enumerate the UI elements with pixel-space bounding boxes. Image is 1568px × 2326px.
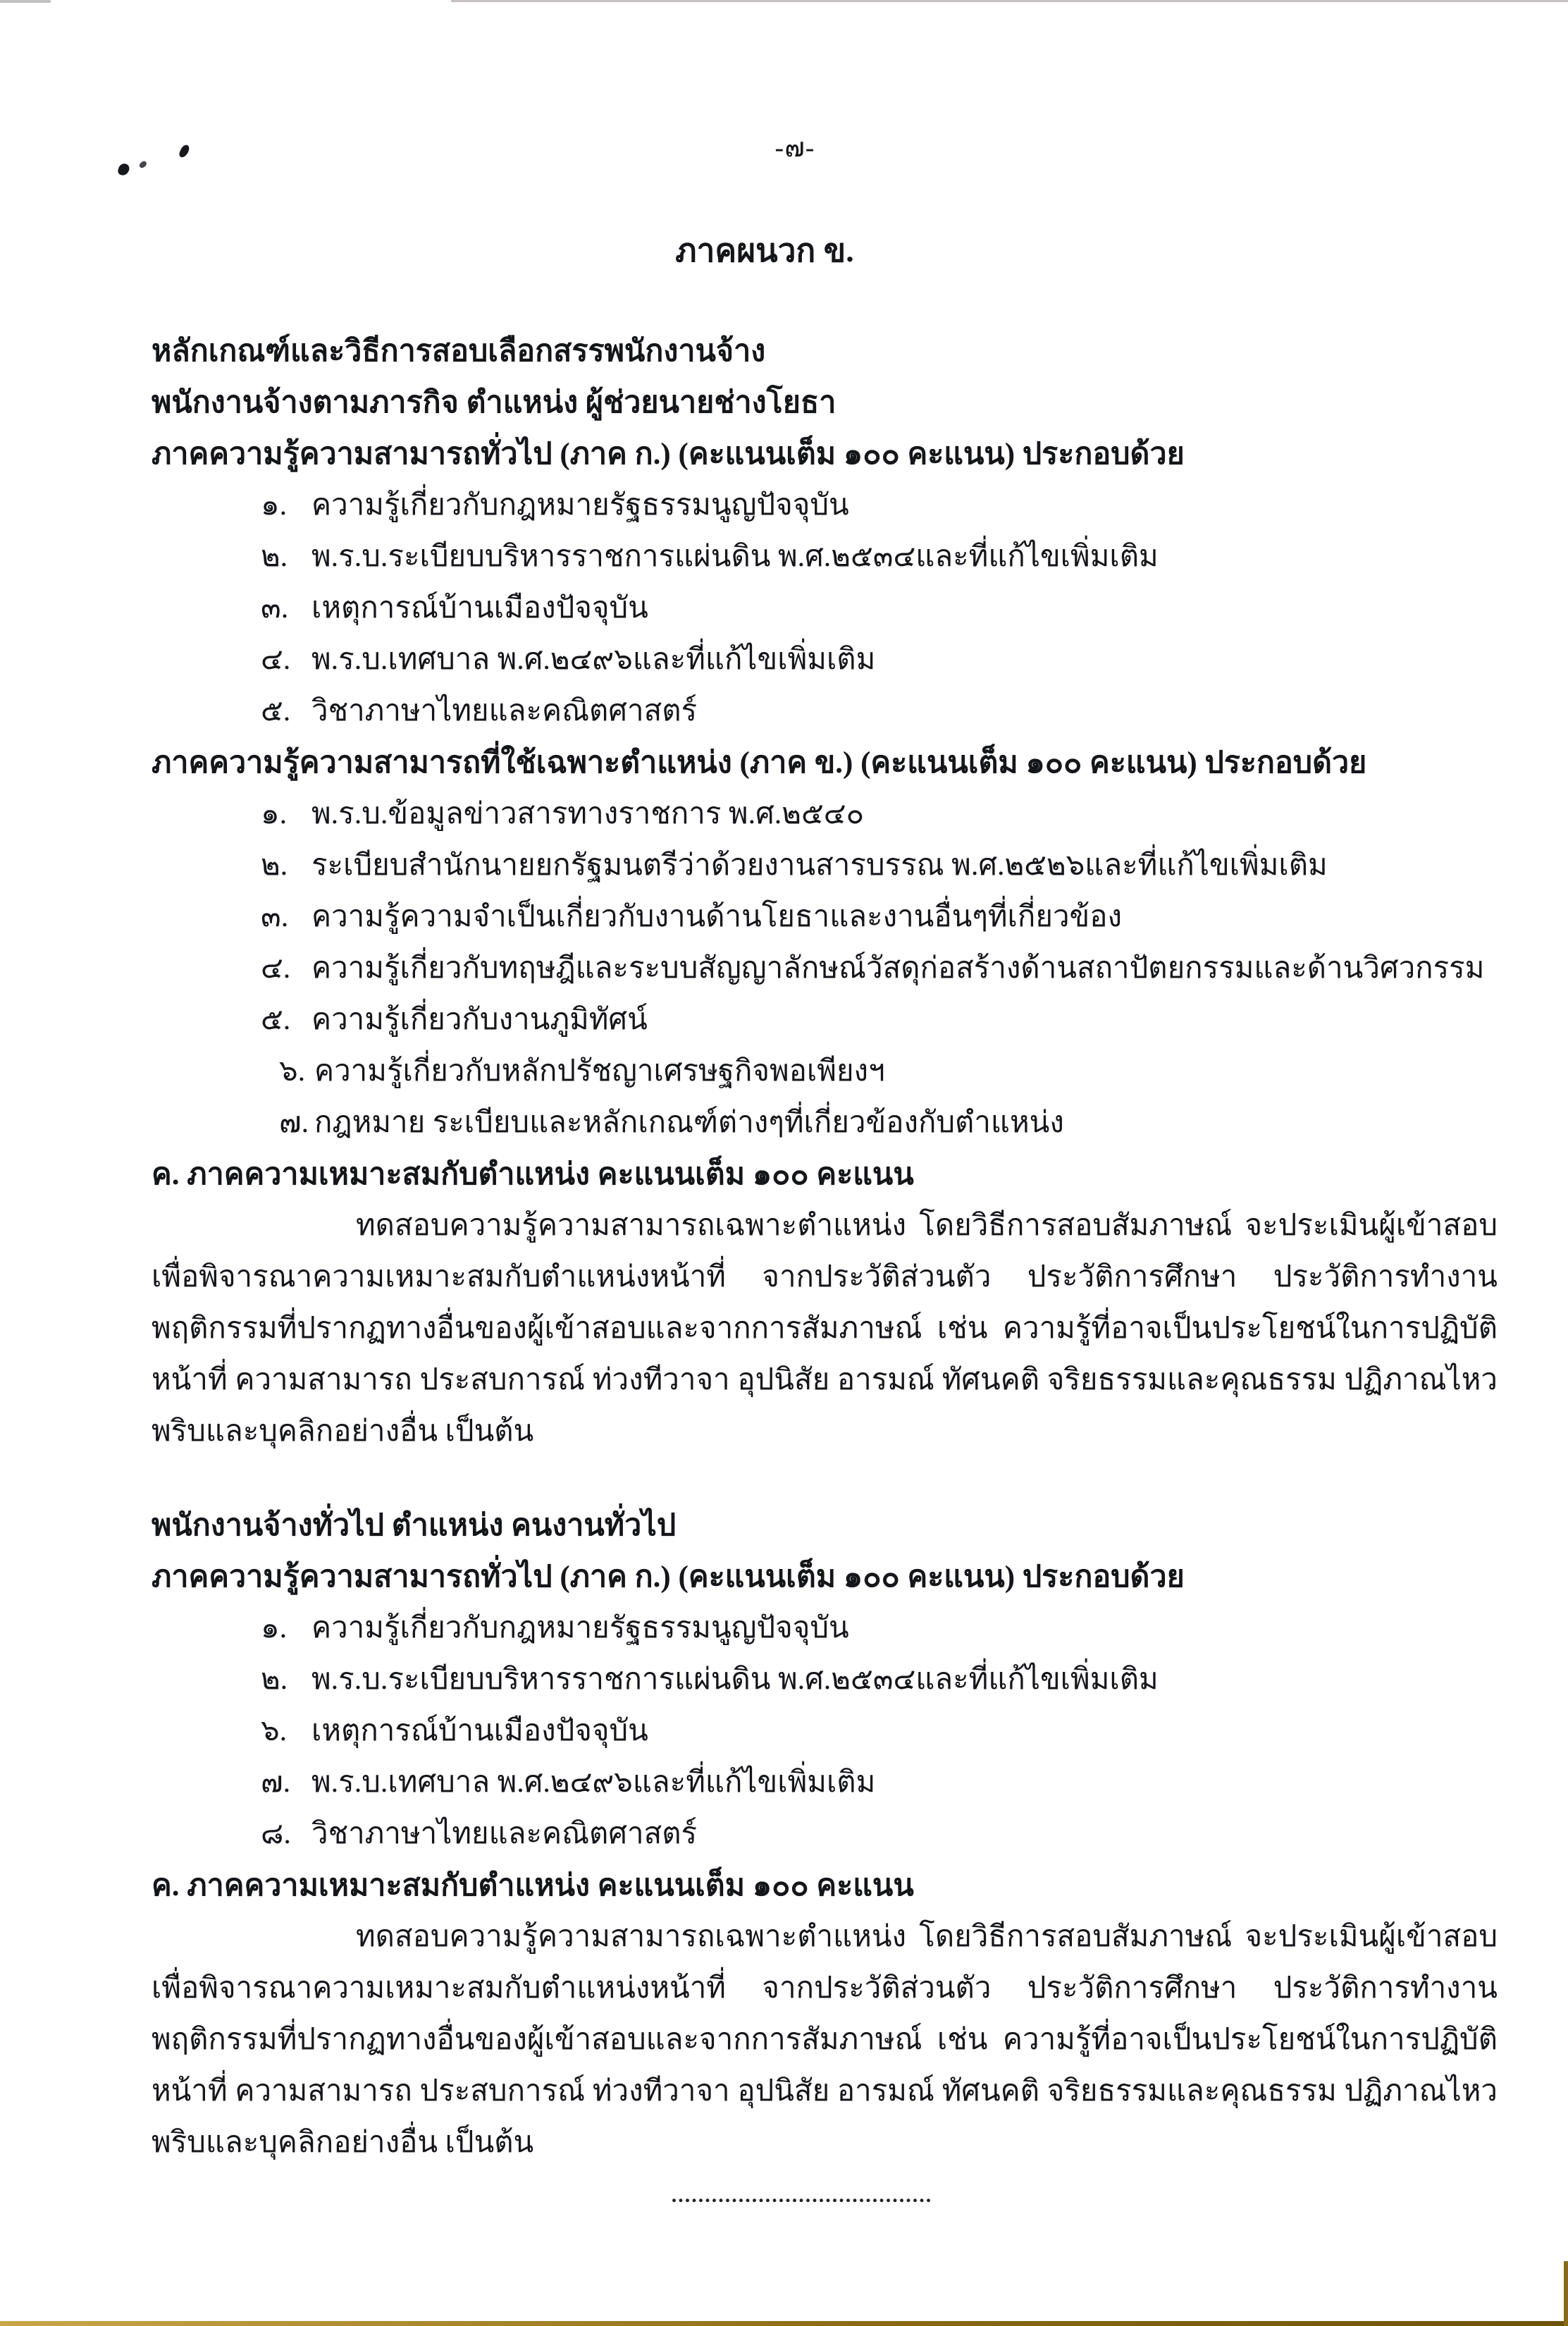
list-item bbox=[261, 583, 1498, 634]
item-number: ๗. bbox=[279, 1107, 309, 1139]
position-heading: พนักงานจ้างตามภารกิจ ตำแหน่ง ผู้ช่วยนายช่างโยธา bbox=[152, 386, 837, 419]
list-item bbox=[261, 1809, 1498, 1860]
item-number: ๑. bbox=[261, 798, 288, 830]
item-number: ๖. bbox=[261, 1715, 288, 1747]
item-text: ความรู้ความจำเป็นเกี่ยวกับงานด้านโยธาและงานอื่นๆที่เกี่ยวข้อง bbox=[311, 901, 1122, 933]
scan-edge-bottom bbox=[0, 2321, 1568, 2326]
item-number: ๑. bbox=[261, 1612, 288, 1644]
list-item bbox=[261, 531, 1498, 583]
list-item bbox=[261, 1097, 1498, 1149]
item-text: พ.ร.บ.เทศบาล พ.ศ.๒๔๙๖และที่แก้ไขเพิ่มเติม bbox=[311, 1766, 876, 1799]
item-number: ๖. bbox=[279, 1055, 306, 1088]
list-item bbox=[261, 840, 1498, 892]
item-number: ๓. bbox=[261, 592, 289, 624]
item-text: ความรู้เกี่ยวกับทฤษฎีและระบบสัญญาลักษณ์วัสดุก่อสร้างด้านสถาปัตยกรรมและด้านวิศวกรรม bbox=[311, 952, 1485, 985]
item-number: ๒. bbox=[261, 849, 288, 882]
item-number: ๔. bbox=[261, 644, 291, 676]
section-c2-heading: ค. ภาคความเหมาะสมกับตำแหน่ง คะแนนเต็ม ๑๐๐ คะแนน bbox=[152, 1869, 914, 1902]
section-a2-list bbox=[152, 1603, 1498, 1860]
item-number: ๕. bbox=[261, 695, 291, 727]
item-text: พ.ร.บ.ระเบียบบริหารราชการแผ่นดิน พ.ศ.๒๕๓๔และที่แก้ไขเพิ่มเติม bbox=[311, 1663, 1159, 1696]
item-text: วิชาภาษาไทยและคณิตศาสตร์ bbox=[311, 1818, 698, 1850]
item-text: วิชาภาษาไทยและคณิตศาสตร์ bbox=[311, 695, 698, 727]
list-item bbox=[261, 943, 1498, 995]
list-item bbox=[261, 892, 1498, 943]
interview-paragraph-2: ทดสอบความรู้ความสามารถเฉพาะตำแหน่ง โดยวิธีการสอบสัมภาษณ์ จะประเมินผู้เข้าสอบเพื่อพิจารณาความเหมาะสมกับตำแหน่งหน้าที่ จากประวัติส่วนตัว ประวัติการศึกษา ประวัติการทำงาน พฤติกรรมที่ปรากฏทางอื่นของผู้เข้าสอบและจากการสัมภาษณ์ เช่น ความรู้ที่อาจเป็นประโยชน์ในการปฏิบัติหน้าที่ ความสามารถ ประสบการณ์ ท่วงทีวาจา อุปนิสัย อารมณ์ ทัศนคติ จริยธรรมและคุณธรรม ปฏิภาณไหวพริบและบุคลิกอย่างอื่น เป็นต้น bbox=[152, 1921, 1498, 2159]
list-item bbox=[261, 1603, 1498, 1654]
item-text: ความรู้เกี่ยวกับงานภูมิทัศน์ bbox=[311, 1004, 648, 1036]
list-item bbox=[261, 480, 1498, 531]
item-number: ๘. bbox=[261, 1818, 291, 1850]
item-text: พ.ร.บ.เทศบาล พ.ศ.๒๔๙๖และที่แก้ไขเพิ่มเติม bbox=[311, 644, 876, 676]
item-text: พ.ร.บ.ระเบียบบริหารราชการแผ่นดิน พ.ศ.๒๕๓๔และที่แก้ไขเพิ่มเติม bbox=[311, 541, 1159, 573]
end-dotted-line: ....................................... bbox=[671, 2184, 933, 2207]
item-text: ระเบียบสำนักนายยกรัฐมนตรีว่าด้วยงานสารบรรณ พ.ศ.๒๕๒๖และที่แก้ไขเพิ่มเติม bbox=[311, 849, 1328, 882]
list-item bbox=[261, 995, 1498, 1046]
item-number: ๗. bbox=[261, 1766, 291, 1799]
section-a2-heading: ภาคความรู้ความสามารถทั่วไป (ภาค ก.) (คะแนนเต็ม ๑๐๐ คะแนน) ประกอบด้วย bbox=[152, 1561, 1185, 1594]
section-a-list bbox=[152, 480, 1498, 737]
item-text: เหตุการณ์บ้านเมืองปัจจุบัน bbox=[311, 1715, 648, 1747]
item-number: ๕. bbox=[261, 1004, 291, 1036]
interview-paragraph: ทดสอบความรู้ความสามารถเฉพาะตำแหน่ง โดยวิธีการสอบสัมภาษณ์ จะประเมินผู้เข้าสอบเพื่อพิจารณาความเหมาะสมกับตำแหน่งหน้าที่ จากประวัติส่วนตัว ประวัติการศึกษา ประวัติการทำงาน พฤติกรรมที่ปรากฏทางอื่นของผู้เข้าสอบและจากการสัมภาษณ์ เช่น ความรู้ที่อาจเป็นประโยชน์ในการปฏิบัติหน้าที่ ความสามารถ ประสบการณ์ ท่วงทีวาจา อุปนิสัย อารมณ์ ทัศนคติ จริยธรรมและคุณธรรม ปฏิภาณไหวพริบและบุคลิกอย่างอื่น เป็นต้น bbox=[152, 1210, 1498, 1448]
item-text: ความรู้เกี่ยวกับหลักปรัชญาเศรษฐกิจพอเพียงฯ bbox=[314, 1055, 885, 1088]
item-text: เหตุการณ์บ้านเมืองปัจจุบัน bbox=[311, 592, 648, 624]
section-a-heading: ภาคความรู้ความสามารถทั่วไป (ภาค ก.) (คะแนนเต็ม ๑๐๐ คะแนน) ประกอบด้วย bbox=[152, 438, 1185, 471]
list-item bbox=[261, 1757, 1498, 1809]
list-item bbox=[261, 1706, 1498, 1757]
page-number: -๗- bbox=[774, 133, 815, 163]
section-b-list bbox=[152, 789, 1498, 1149]
section-c-heading: ค. ภาคความเหมาะสมกับตำแหน่ง คะแนนเต็ม ๑๐๐ คะแนน bbox=[152, 1158, 914, 1191]
list-item bbox=[261, 686, 1498, 737]
item-number: ๑. bbox=[261, 489, 288, 522]
list-item bbox=[261, 1654, 1498, 1706]
list-item bbox=[261, 789, 1498, 840]
appendix-title: ภาคผนวก ข. bbox=[675, 233, 854, 269]
item-text: กฎหมาย ระเบียบและหลักเกณฑ์ต่างๆที่เกี่ยวข้องกับตำแหน่ง bbox=[314, 1107, 1064, 1139]
section-b-heading: ภาคความรู้ความสามารถที่ใช้เฉพาะตำแหน่ง (ภาค ข.) (คะแนนเต็ม ๑๐๐ คะแนน) ประกอบด้วย bbox=[152, 746, 1367, 780]
item-number: ๔. bbox=[261, 952, 291, 985]
item-number: ๓. bbox=[261, 901, 289, 933]
item-number: ๒. bbox=[261, 1663, 288, 1696]
list-item bbox=[261, 634, 1498, 686]
item-text: พ.ร.บ.ข้อมูลข่าวสารทางราชการ พ.ศ.๒๕๔๐ bbox=[311, 798, 865, 830]
criteria-heading: หลักเกณฑ์และวิธีการสอบเลือกสรรพนักงานจ้าง bbox=[152, 335, 766, 368]
item-text: ความรู้เกี่ยวกับกฎหมายรัฐธรรมนูญปัจจุบัน bbox=[311, 489, 849, 522]
scan-edge-right bbox=[1564, 2261, 1568, 2326]
list-item bbox=[261, 1046, 1498, 1097]
item-text: ความรู้เกี่ยวกับกฎหมายรัฐธรรมนูญปัจจุบัน bbox=[311, 1612, 849, 1644]
item-number: ๒. bbox=[261, 541, 288, 573]
position-heading-2: พนักงานจ้างทั่วไป ตำแหน่ง คนงานทั่วไป bbox=[152, 1509, 677, 1542]
